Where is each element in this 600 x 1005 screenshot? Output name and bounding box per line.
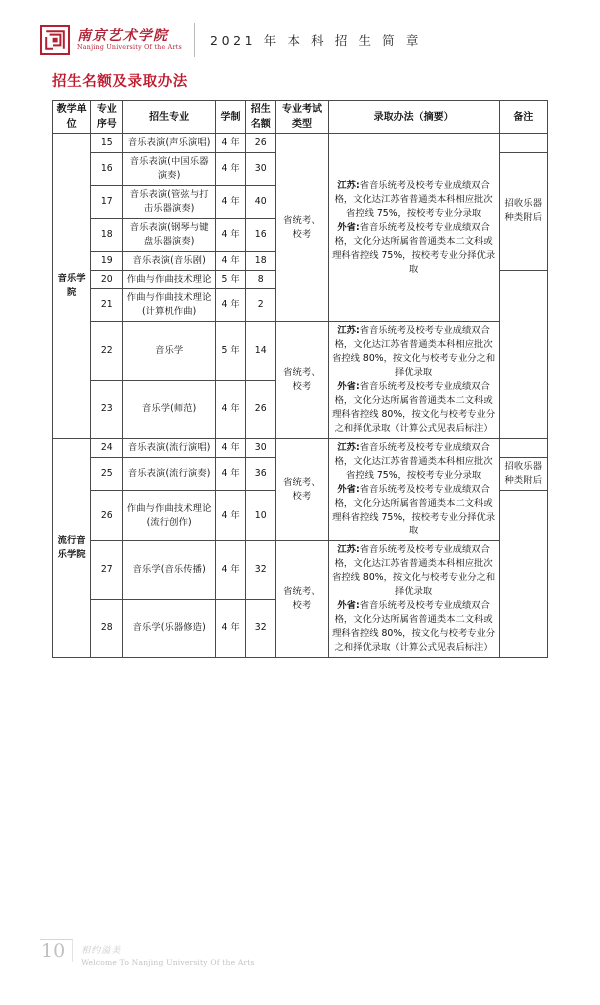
admission-table [52, 100, 548, 658]
method-jiangsu-text: 省音乐统考及校考专业成绩双合格，文化达江苏省普通类本科相应批次省控线 75%，按校考专业分录取 [334, 179, 493, 219]
page-footer [40, 939, 255, 967]
page-number: 10 [40, 939, 73, 962]
method-jiangsu-label: 江苏: [337, 441, 360, 453]
row-years: 4 年 [215, 289, 245, 322]
col-header-major: 招生专业 [123, 101, 216, 134]
footer-slogan-cn: 相约溢美 [81, 946, 122, 956]
row-no: 16 [91, 152, 123, 185]
col-header-method: 录取办法（摘要） [328, 101, 499, 134]
remark-cell-empty-a [499, 270, 547, 438]
row-years: 4 年 [215, 438, 245, 457]
remark-cell-instruments-b: 招收乐器种类附后 [499, 457, 547, 490]
row-no: 27 [91, 541, 123, 599]
footer-wordmark [81, 939, 254, 967]
row-quota: 32 [246, 599, 276, 657]
remark-cell-empty-b [499, 490, 547, 657]
remark-cell-empty-top [499, 134, 547, 153]
exam-type-cell-a: 省统考、校考 [276, 134, 328, 322]
row-major: 音乐表演(中国乐器演奏) [123, 152, 216, 185]
table-row [53, 438, 548, 457]
method-waisheng-label: 外省: [337, 381, 360, 393]
row-quota: 18 [246, 251, 276, 270]
col-header-quota: 招生名额 [246, 101, 276, 134]
method-jiangsu-text: 省音乐统考及校考专业成绩双合格，文化达江苏省普通类本科相应批次省控线 80%，按文化与校考专业分之和择优录取 [332, 325, 496, 379]
row-no: 22 [91, 322, 123, 380]
method-jiangsu-label: 江苏: [337, 179, 360, 191]
row-quota: 26 [246, 380, 276, 438]
method-cell-75 [328, 134, 499, 322]
row-years: 4 年 [215, 599, 245, 657]
row-quota: 10 [246, 490, 276, 541]
row-no: 21 [91, 289, 123, 322]
row-years: 4 年 [215, 490, 245, 541]
row-major: 作曲与作曲技术理论(计算机作曲) [123, 289, 216, 322]
row-no: 28 [91, 599, 123, 657]
col-header-years: 学制 [215, 101, 245, 134]
exam-type-cell-b: 省统考、校考 [276, 322, 328, 439]
row-quota: 2 [246, 289, 276, 322]
row-major: 音乐表演(流行演奏) [123, 457, 216, 490]
row-quota: 16 [246, 218, 276, 251]
method-waisheng-text: 省音乐统考及校考专业成绩双合格，文化分达所属省普通类本二文科或理科省控线 75%，按校考专业分择优录取 [332, 221, 496, 275]
row-years: 4 年 [215, 380, 245, 438]
table-row [53, 541, 548, 599]
table-row [53, 134, 548, 153]
col-header-exam-type: 专业考试类型 [276, 101, 328, 134]
method-waisheng-label: 外省: [337, 221, 360, 233]
col-header-unit: 教学单位 [53, 101, 91, 134]
col-header-remark: 备注 [499, 101, 547, 134]
row-no: 19 [91, 251, 123, 270]
exam-type-cell-c: 省统考、校考 [276, 438, 328, 541]
row-quota: 36 [246, 457, 276, 490]
row-major: 音乐表演(管弦与打击乐器演奏) [123, 185, 216, 218]
logo-name-en: Nanjing University Of the Arts [77, 43, 183, 51]
row-quota: 14 [246, 322, 276, 380]
remark-cell-empty-top-b [499, 438, 547, 457]
row-quota: 40 [246, 185, 276, 218]
row-major: 音乐学(乐器修造) [123, 599, 216, 657]
nua-seal-icon [40, 25, 70, 55]
row-quota: 30 [246, 152, 276, 185]
method-waisheng-text: 省音乐统考及校考专业成绩双合格，文化分达所属省普通类本二文科或理科省控线 75%，按校考专业分择优录取 [332, 483, 496, 537]
row-quota: 32 [246, 541, 276, 599]
method-jiangsu-label: 江苏: [337, 325, 360, 337]
logo-wordmark [77, 29, 182, 51]
row-years: 4 年 [215, 541, 245, 599]
row-no: 17 [91, 185, 123, 218]
table-header-row [53, 101, 548, 134]
unit-cell-music-college: 音乐学院 [53, 134, 91, 439]
footer-slogan-en: Welcome To Nanjing University Of the Arts [81, 958, 255, 967]
method-waisheng-text: 省音乐统考及校考专业成绩双合格，文化分达所属省普通类本二文科或理科省控线 80%，按文化与校考专业分之和择优录取（计算公式见表后标注） [332, 381, 496, 434]
method-jiangsu-label: 江苏: [337, 544, 360, 556]
row-major: 音乐学(师范) [123, 380, 216, 438]
method-jiangsu-text: 省音乐统考及校考专业成绩双合格，文化达江苏省普通类本科相应批次省控线 75%，按校考专业分录取 [334, 441, 493, 481]
row-years: 4 年 [215, 185, 245, 218]
row-no: 25 [91, 457, 123, 490]
section-title: 招生名额及录取办法 [52, 74, 188, 90]
row-major: 音乐表演(声乐演唱) [123, 134, 216, 153]
row-years: 4 年 [215, 152, 245, 185]
row-major: 作曲与作曲技术理论 [123, 270, 216, 289]
unit-cell-pop-music-college: 流行音乐学院 [53, 438, 91, 657]
admission-table-wrapper [52, 100, 548, 658]
row-no: 18 [91, 218, 123, 251]
row-major: 音乐表演(钢琴与键盘乐器演奏) [123, 218, 216, 251]
method-waisheng-label: 外省: [337, 600, 360, 612]
col-header-no: 专业序号 [91, 101, 123, 134]
row-major: 音乐学 [123, 322, 216, 380]
row-no: 24 [91, 438, 123, 457]
row-quota: 8 [246, 270, 276, 289]
row-major: 作曲与作曲技术理论(流行创作) [123, 490, 216, 541]
row-major: 音乐表演(流行演唱) [123, 438, 216, 457]
row-years: 5 年 [215, 270, 245, 289]
row-no: 23 [91, 380, 123, 438]
row-no: 15 [91, 134, 123, 153]
row-years: 4 年 [215, 218, 245, 251]
row-years: 4 年 [215, 134, 245, 153]
table-row [53, 322, 548, 380]
method-jiangsu-text: 省音乐统考及校考专业成绩双合格，文化达江苏省普通类本科相应批次省控线 80%，按文化与校考专业分之和择优录取 [332, 544, 496, 598]
method-cell-80-a [328, 322, 499, 439]
row-years: 4 年 [215, 457, 245, 490]
method-waisheng-text: 省音乐统考及校考专业成绩双合格，文化分达所属省普通类本二文科或理科省控线 80%，按文化与校考专业分之和择优录取（计算公式见表后标注） [332, 600, 496, 653]
row-years: 4 年 [215, 251, 245, 270]
row-no: 20 [91, 270, 123, 289]
exam-type-cell-d: 省统考、校考 [276, 541, 328, 658]
method-waisheng-label: 外省: [337, 483, 360, 495]
page-title: 2021 年 本 科 招 生 简 章 [210, 33, 422, 48]
row-no: 26 [91, 490, 123, 541]
row-major: 音乐表演(音乐剧) [123, 251, 216, 270]
row-major: 音乐学(音乐传播) [123, 541, 216, 599]
row-quota: 30 [246, 438, 276, 457]
row-quota: 26 [246, 134, 276, 153]
row-years: 5 年 [215, 322, 245, 380]
method-cell-75-b [328, 438, 499, 541]
page-header [0, 0, 600, 51]
university-logo [40, 23, 195, 57]
remark-cell-instruments-a: 招收乐器种类附后 [499, 152, 547, 270]
method-cell-80-b [328, 541, 499, 658]
logo-name-cn: 南京艺术学院 [77, 27, 169, 44]
